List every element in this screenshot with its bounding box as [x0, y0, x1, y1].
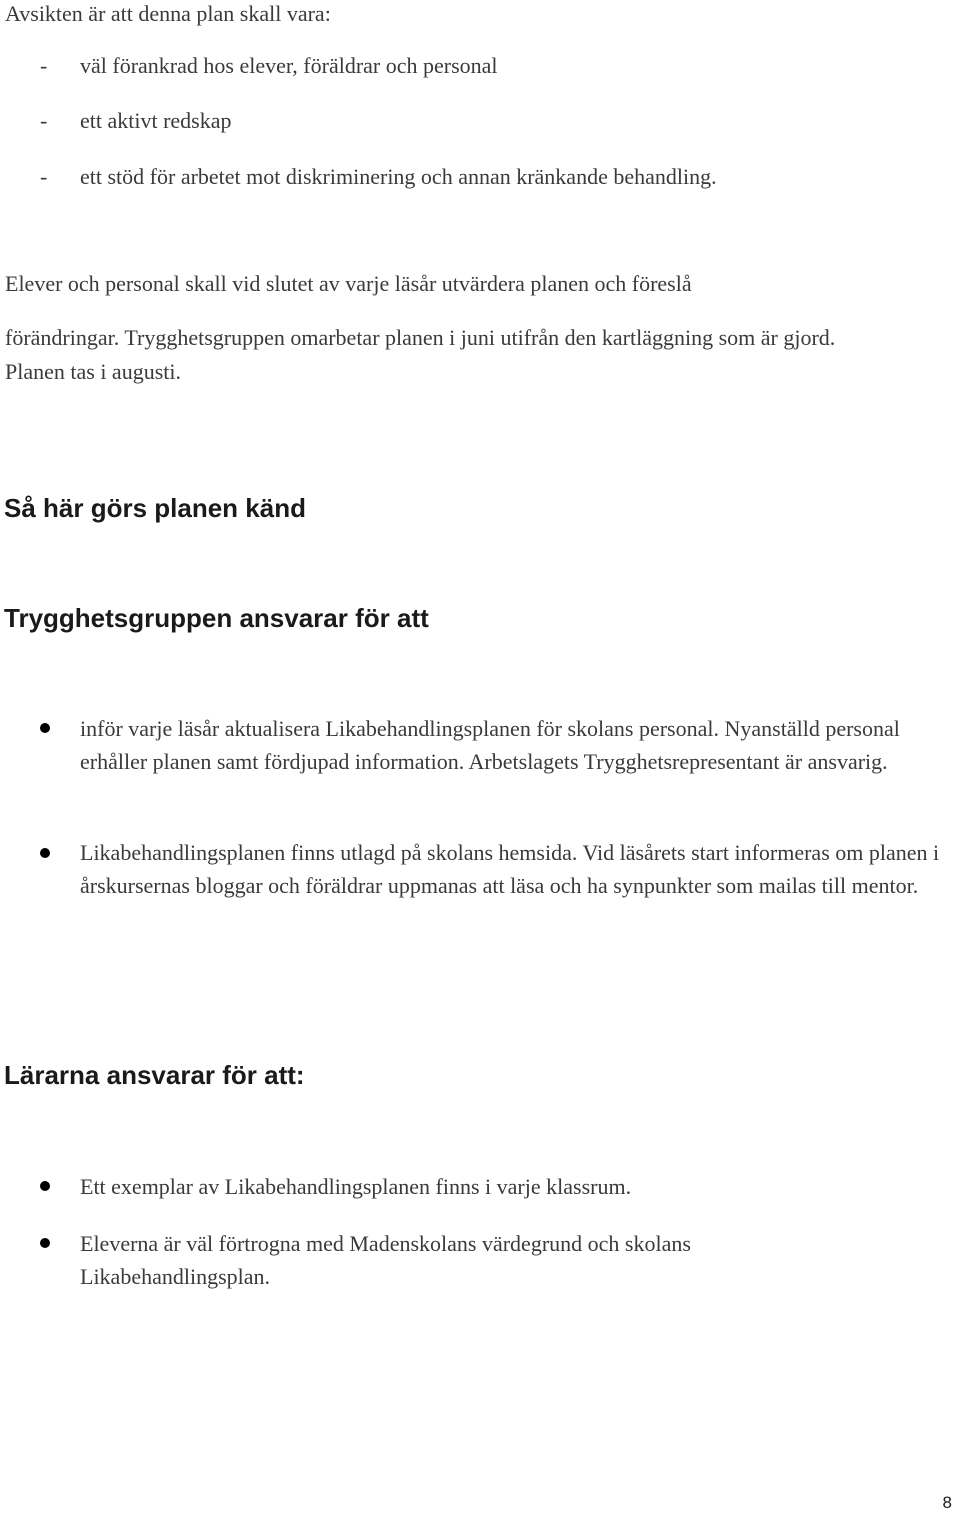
dash-marker: -: [40, 108, 48, 133]
bullet-item-text: Ett exemplar av Likabehandlingsplanen finns i varje klassrum.: [80, 1174, 632, 1199]
bullet-icon: [40, 848, 50, 858]
dash-item-text: väl förankrad hos elever, föräldrar och personal: [80, 53, 498, 78]
paragraph-line: Elever och personal skall vid slutet av varje läsår utvärdera planen och föreslå: [5, 271, 692, 296]
bullet-item-text: inför varje läsår aktualisera Likabehandlingsplanen för skolans personal. Nyanställd personal erhåller planen samt fördjupad information. Arbetslagets Trygghetsrepresentant är ansvarig.: [80, 716, 900, 774]
paragraph-line: förändringar. Trygghetsgruppen omarbetar planen i juni utifrån den kartläggning som är gjord.: [5, 325, 836, 350]
dash-list-item: [40, 52, 498, 80]
dash-item-text: ett aktivt redskap: [80, 108, 232, 133]
intro-text: Avsikten är att denna plan skall vara:: [5, 1, 331, 26]
bullet-item-text: Likabehandlingsplanen finns utlagd på skolans hemsida. Vid läsårets start informeras om planen i årskursernas bloggar och föräldrar uppmanas att läsa och ha synpunkter som mailas till mentor.: [80, 840, 940, 898]
dash-marker: -: [40, 53, 48, 78]
page-number: 8: [942, 1493, 952, 1512]
section-heading: Lärarna ansvarar för att:: [4, 1060, 305, 1090]
dash-list-item: [40, 163, 717, 191]
dash-list-item: [40, 107, 232, 135]
dash-item-text: ett stöd för arbetet mot diskriminering och annan kränkande behandling.: [80, 164, 717, 189]
bullet-item-text: Eleverna är väl förtrogna med Madenskolans värdegrund och skolans Likabehandlingsplan.: [80, 1231, 691, 1289]
section-heading: Så här görs planen känd: [4, 493, 306, 523]
bullet-icon: [40, 1238, 50, 1248]
section-subheading: Trygghetsgruppen ansvarar för att: [4, 603, 429, 633]
dash-marker: -: [40, 164, 48, 189]
bullet-icon: [40, 1181, 50, 1191]
paragraph-line: Planen tas i augusti.: [5, 359, 181, 384]
bullet-icon: [40, 723, 50, 733]
